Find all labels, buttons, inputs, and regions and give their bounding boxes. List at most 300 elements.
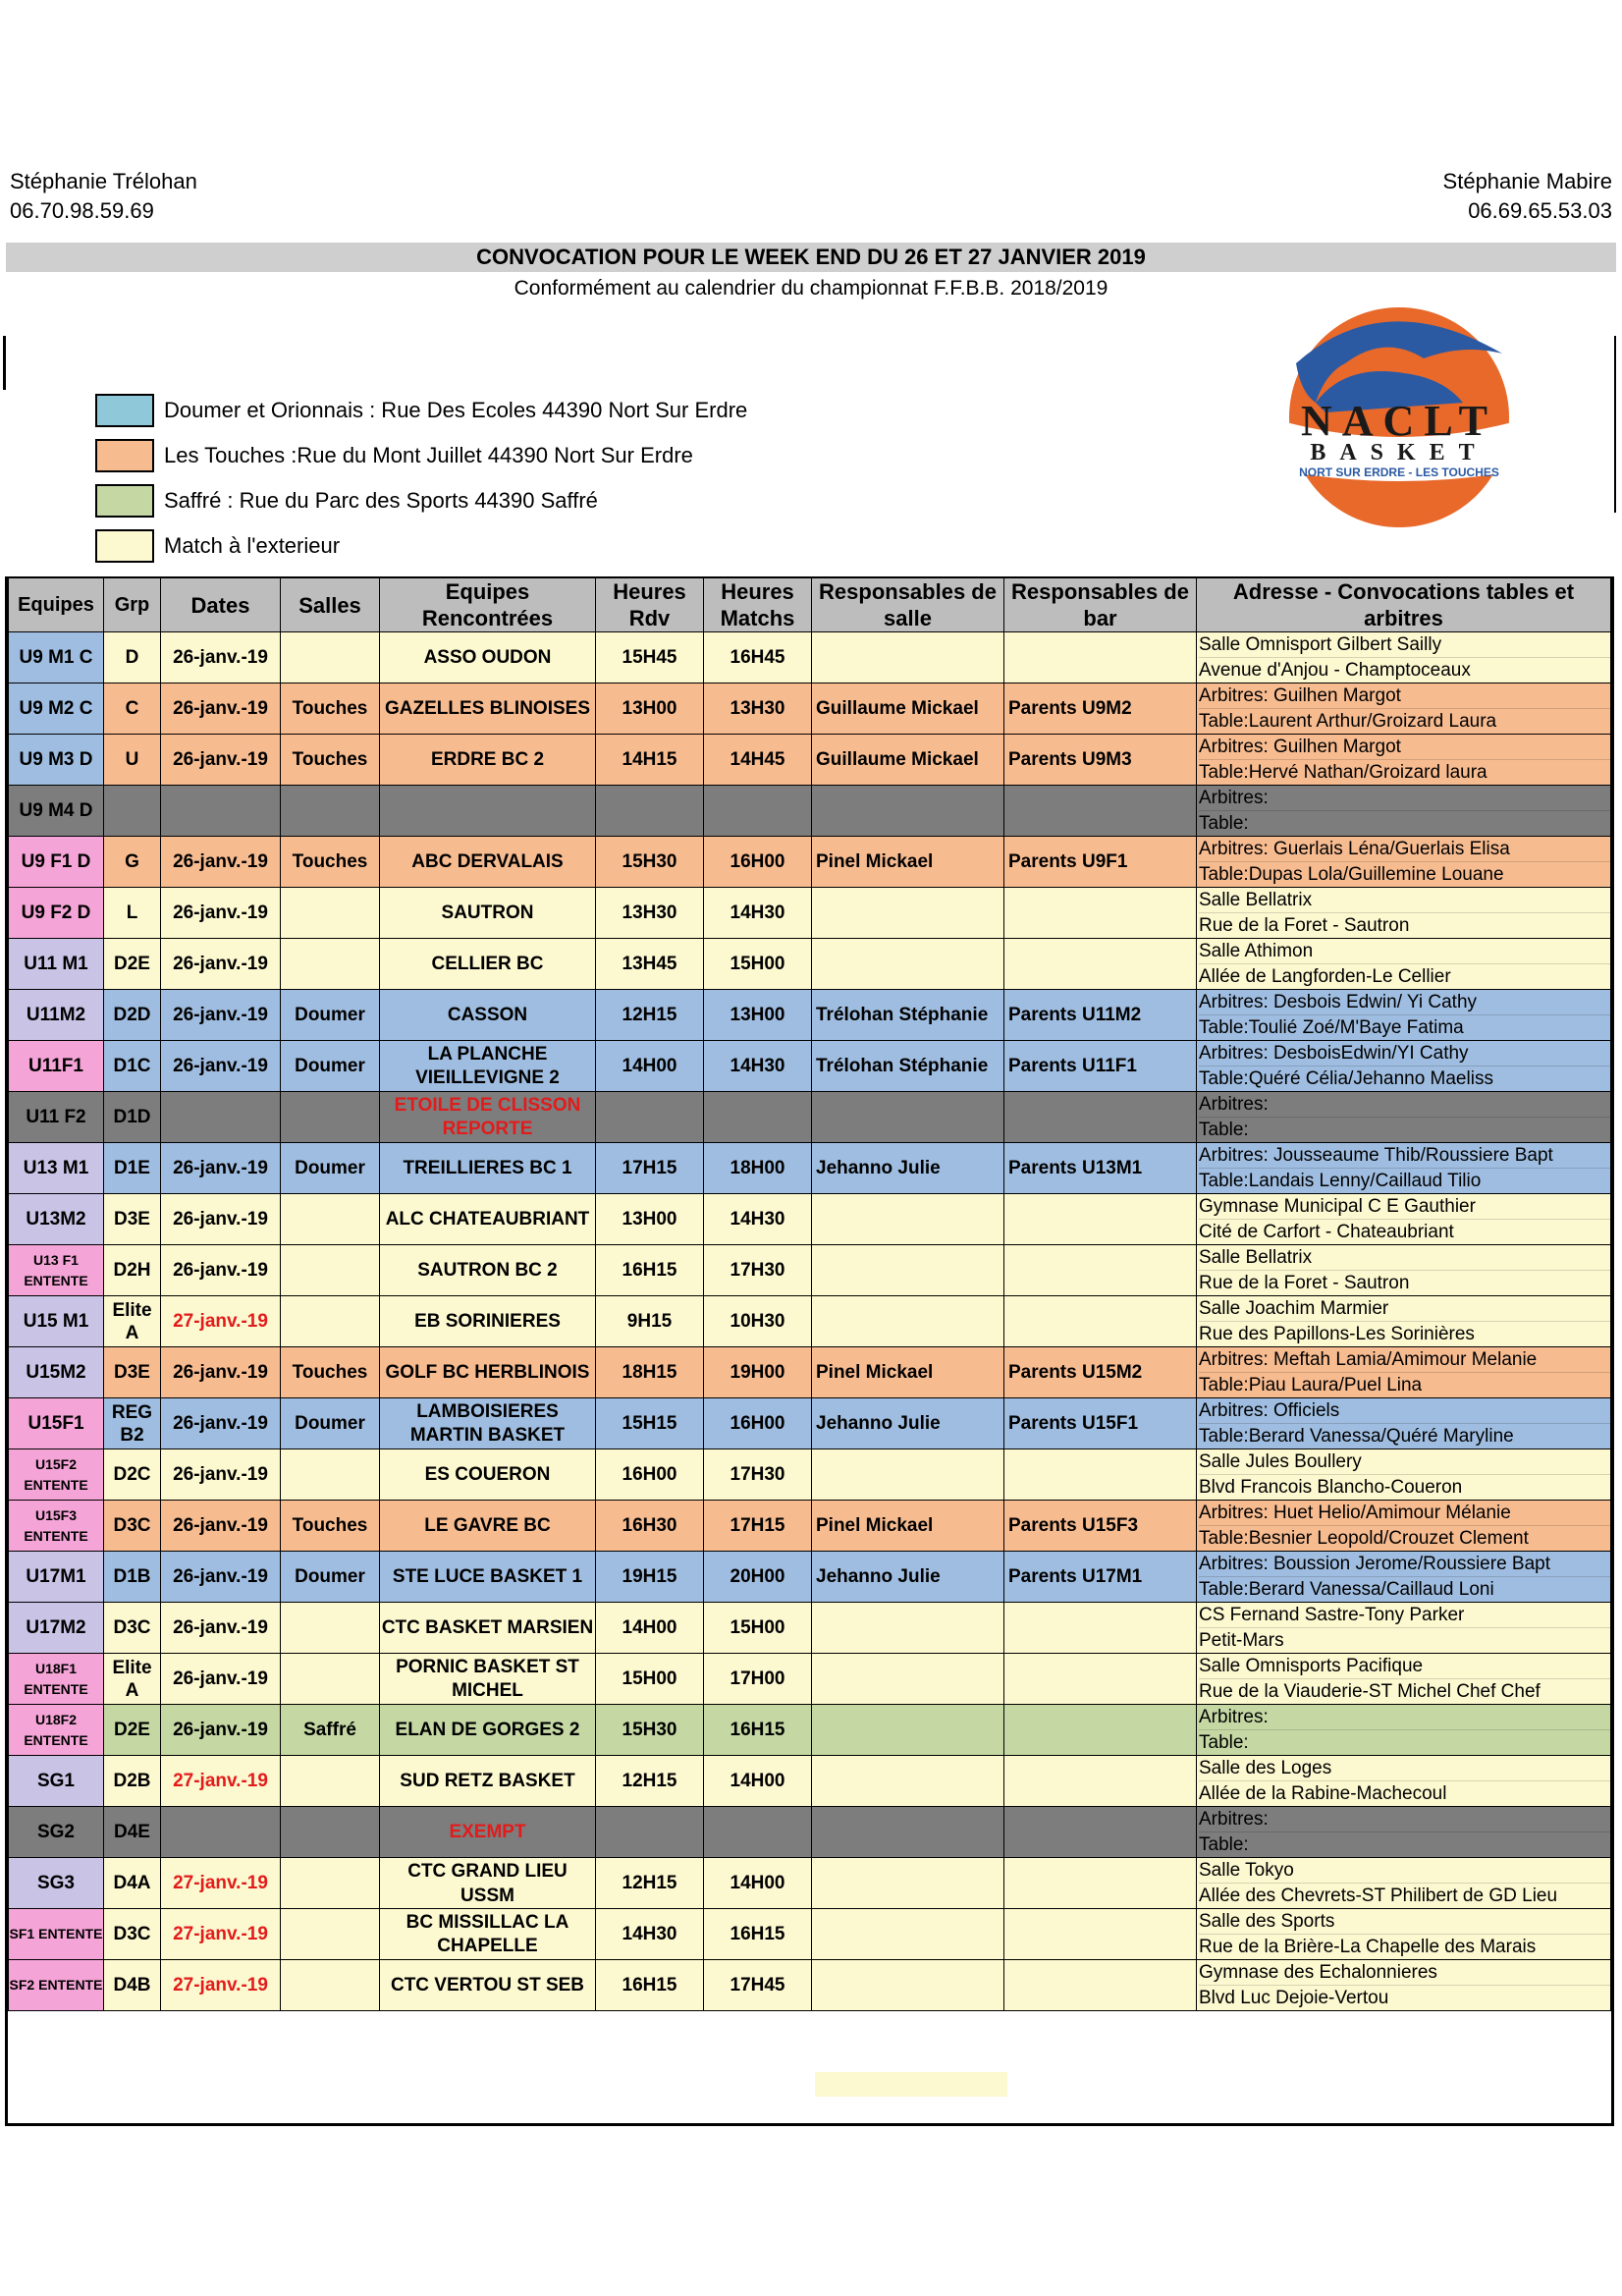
cell-team: U15 M1 bbox=[9, 1296, 104, 1347]
cell-team: SG3 bbox=[9, 1858, 104, 1909]
cell-rdv bbox=[596, 786, 704, 837]
cell-resp-salle bbox=[812, 1654, 1004, 1705]
cell-opp: TREILLIERES BC 1 bbox=[380, 1143, 596, 1194]
cell-opp: CTC GRAND LIEU USSM bbox=[380, 1858, 596, 1909]
cell-resp-bar: Parents U9F1 bbox=[1004, 837, 1197, 888]
cell-opp: SAUTRON BC 2 bbox=[380, 1245, 596, 1296]
legend-swatch bbox=[95, 394, 154, 427]
cell-salle: Touches bbox=[281, 1501, 380, 1552]
cell-match: 19H00 bbox=[704, 1347, 812, 1398]
address-line-2: Table:Piau Laura/Puel Lina bbox=[1199, 1372, 1610, 1397]
cell-rdv: 12H15 bbox=[596, 1756, 704, 1807]
table-row bbox=[9, 1449, 1611, 1501]
address-line-2: Table:Toulié Zoé/M'Baye Fatima bbox=[1199, 1014, 1610, 1040]
cell-match: 14H30 bbox=[704, 1041, 812, 1092]
address-line-2: Blvd Francois Blancho-Coueron bbox=[1199, 1474, 1610, 1500]
cell-grp: Elite A bbox=[104, 1296, 161, 1347]
cell-salle bbox=[281, 1449, 380, 1501]
cell-date: 26-janv.-19 bbox=[161, 990, 281, 1041]
address-line-2: Avenue d'Anjou - Champtoceaux bbox=[1199, 657, 1610, 683]
address-line-2: Table:Dupas Lola/Guillemine Louane bbox=[1199, 861, 1610, 887]
cell-team: SF2 ENTENTE bbox=[9, 1960, 104, 2011]
table-row bbox=[9, 1245, 1611, 1296]
address-line-2: Table:Laurent Arthur/Groizard Laura bbox=[1199, 708, 1610, 734]
cell-opp: ETOILE DE CLISSON REPORTE bbox=[380, 1092, 596, 1143]
cell-address bbox=[1197, 1858, 1611, 1909]
table-row bbox=[9, 1960, 1611, 2011]
address-line-2: Table:Berard Vanessa/Caillaud Loni bbox=[1199, 1576, 1610, 1602]
cell-resp-bar bbox=[1004, 632, 1197, 683]
address-line-1: Salle Bellatrix bbox=[1199, 890, 1313, 910]
cell-match: 17H30 bbox=[704, 1245, 812, 1296]
cell-team: U13 M1 bbox=[9, 1143, 104, 1194]
cell-team: U13 F1 ENTENTE bbox=[9, 1245, 104, 1296]
address-line-1: Salle Omnisports Pacifique bbox=[1199, 1656, 1424, 1676]
cell-resp-bar bbox=[1004, 888, 1197, 939]
cell-salle: Touches bbox=[281, 837, 380, 888]
cell-address bbox=[1197, 990, 1611, 1041]
cell-resp-bar: Parents U17M1 bbox=[1004, 1552, 1197, 1603]
address-line-1: Arbitres: Officiels bbox=[1199, 1400, 1340, 1421]
column-header: Equipes Rencontrées bbox=[380, 578, 596, 632]
cell-resp-bar: Parents U9M3 bbox=[1004, 735, 1197, 786]
cell-address bbox=[1197, 1654, 1611, 1705]
cell-date: 27-janv.-19 bbox=[161, 1960, 281, 2011]
cell-resp-salle: Jehanno Julie bbox=[812, 1552, 1004, 1603]
legend-item bbox=[95, 433, 747, 478]
table-row bbox=[9, 1654, 1611, 1705]
cell-date: 26-janv.-19 bbox=[161, 1501, 281, 1552]
cell-resp-bar bbox=[1004, 1245, 1197, 1296]
address-line-1: Salle Athimon bbox=[1199, 941, 1314, 961]
cell-match: 16H00 bbox=[704, 1398, 812, 1449]
cell-date: 26-janv.-19 bbox=[161, 632, 281, 683]
cell-resp-salle bbox=[812, 786, 1004, 837]
table-row bbox=[9, 939, 1611, 990]
table-header-row bbox=[9, 578, 1611, 632]
cell-grp: D1C bbox=[104, 1041, 161, 1092]
column-header: Salles bbox=[281, 578, 380, 632]
cell-match bbox=[704, 786, 812, 837]
page-subtitle: Conformément au calendrier du championnat F.F.B.B. 2018/2019 bbox=[514, 277, 1108, 300]
cell-team: SF1 ENTENTE bbox=[9, 1909, 104, 1960]
cell-opp: ERDRE BC 2 bbox=[380, 735, 596, 786]
cell-address bbox=[1197, 1552, 1611, 1603]
cell-address bbox=[1197, 632, 1611, 683]
cell-resp-salle: Pinel Mickael bbox=[812, 837, 1004, 888]
cell-salle bbox=[281, 1603, 380, 1654]
cell-rdv: 14H00 bbox=[596, 1603, 704, 1654]
cell-team: SG1 bbox=[9, 1756, 104, 1807]
cell-grp: D2E bbox=[104, 939, 161, 990]
cell-team: U11F1 bbox=[9, 1041, 104, 1092]
cell-date: 26-janv.-19 bbox=[161, 1603, 281, 1654]
cell-rdv: 19H15 bbox=[596, 1552, 704, 1603]
cell-resp-salle bbox=[812, 1245, 1004, 1296]
cell-match: 13H30 bbox=[704, 683, 812, 735]
cell-address bbox=[1197, 1194, 1611, 1245]
cell-address bbox=[1197, 1449, 1611, 1501]
cell-resp-salle bbox=[812, 888, 1004, 939]
cell-date: 26-janv.-19 bbox=[161, 1705, 281, 1756]
cell-rdv: 14H15 bbox=[596, 735, 704, 786]
cell-opp: ELAN DE GORGES 2 bbox=[380, 1705, 596, 1756]
cell-grp: D1D bbox=[104, 1092, 161, 1143]
cell-match: 14H30 bbox=[704, 888, 812, 939]
cell-team: U18F2 ENTENTE bbox=[9, 1705, 104, 1756]
cell-address bbox=[1197, 837, 1611, 888]
cell-resp-salle: Trélohan Stéphanie bbox=[812, 1041, 1004, 1092]
cell-match: 16H00 bbox=[704, 837, 812, 888]
cell-resp-bar bbox=[1004, 1603, 1197, 1654]
cell-address bbox=[1197, 1347, 1611, 1398]
address-line-2: Cité de Carfort - Chateaubriant bbox=[1199, 1219, 1610, 1244]
address-line-1: Arbitres: bbox=[1199, 1094, 1269, 1115]
cell-rdv: 15H15 bbox=[596, 1398, 704, 1449]
table-row bbox=[9, 632, 1611, 683]
address-line-1: Arbitres: Guilhen Margot bbox=[1199, 737, 1401, 757]
cell-resp-bar: Parents U15M2 bbox=[1004, 1347, 1197, 1398]
cell-rdv: 16H30 bbox=[596, 1501, 704, 1552]
cell-resp-salle bbox=[812, 1449, 1004, 1501]
cell-team: U9 F2 D bbox=[9, 888, 104, 939]
cell-resp-salle bbox=[812, 632, 1004, 683]
convocation-table bbox=[8, 577, 1611, 2011]
cell-opp: LAMBOISIERES MARTIN BASKET bbox=[380, 1398, 596, 1449]
cell-date: 26-janv.-19 bbox=[161, 1194, 281, 1245]
cell-date: 27-janv.-19 bbox=[161, 1756, 281, 1807]
cell-address bbox=[1197, 1756, 1611, 1807]
cell-rdv: 14H30 bbox=[596, 1909, 704, 1960]
cell-match bbox=[704, 1092, 812, 1143]
cell-grp: L bbox=[104, 888, 161, 939]
cell-match: 16H15 bbox=[704, 1705, 812, 1756]
cell-grp: D2C bbox=[104, 1449, 161, 1501]
table-row bbox=[9, 888, 1611, 939]
logo-text-1: NACLT bbox=[1301, 397, 1497, 445]
cell-team: U11M2 bbox=[9, 990, 104, 1041]
cell-match: 20H00 bbox=[704, 1552, 812, 1603]
cell-salle bbox=[281, 1960, 380, 2011]
cell-opp: SAUTRON bbox=[380, 888, 596, 939]
address-line-2: Table:Landais Lenny/Caillaud Tilio bbox=[1199, 1168, 1610, 1193]
cell-salle bbox=[281, 1858, 380, 1909]
column-header: Responsables de bar bbox=[1004, 578, 1197, 632]
address-line-2: Table:Quéré Célia/Jehanno Maeliss bbox=[1199, 1066, 1610, 1091]
cell-salle bbox=[281, 632, 380, 683]
cell-match: 14H00 bbox=[704, 1756, 812, 1807]
cell-date: 26-janv.-19 bbox=[161, 1398, 281, 1449]
cell-salle: Touches bbox=[281, 735, 380, 786]
legend-item bbox=[95, 388, 747, 433]
cell-salle bbox=[281, 1756, 380, 1807]
cell-resp-bar bbox=[1004, 939, 1197, 990]
table-row bbox=[9, 1705, 1611, 1756]
cell-grp: D3E bbox=[104, 1194, 161, 1245]
contact-right-phone: 06.69.65.53.03 bbox=[1468, 198, 1612, 223]
cell-match: 14H45 bbox=[704, 735, 812, 786]
cell-salle: Saffré bbox=[281, 1705, 380, 1756]
cell-match: 17H15 bbox=[704, 1501, 812, 1552]
cell-salle bbox=[281, 1807, 380, 1858]
cell-salle bbox=[281, 1194, 380, 1245]
legend-label: Match à l'exterieur bbox=[164, 533, 341, 558]
cell-resp-salle bbox=[812, 1909, 1004, 1960]
cell-address bbox=[1197, 1705, 1611, 1756]
column-header: Equipes bbox=[9, 578, 104, 632]
cell-salle: Touches bbox=[281, 1347, 380, 1398]
cell-date: 26-janv.-19 bbox=[161, 939, 281, 990]
address-line-1: Salle Omnisport Gilbert Sailly bbox=[1199, 634, 1442, 655]
cell-date bbox=[161, 1092, 281, 1143]
cell-address bbox=[1197, 735, 1611, 786]
cell-team: U11 M1 bbox=[9, 939, 104, 990]
cell-resp-salle: Guillaume Mickael bbox=[812, 683, 1004, 735]
cell-salle: Doumer bbox=[281, 990, 380, 1041]
cell-match: 16H45 bbox=[704, 632, 812, 683]
table-row bbox=[9, 990, 1611, 1041]
cell-grp: D2D bbox=[104, 990, 161, 1041]
table-row bbox=[9, 1603, 1611, 1654]
table-row bbox=[9, 1501, 1611, 1552]
cell-resp-bar bbox=[1004, 1858, 1197, 1909]
table-row bbox=[9, 735, 1611, 786]
cell-opp: CASSON bbox=[380, 990, 596, 1041]
cell-resp-bar bbox=[1004, 1092, 1197, 1143]
cell-date bbox=[161, 786, 281, 837]
cell-date: 26-janv.-19 bbox=[161, 1552, 281, 1603]
table-row bbox=[9, 1552, 1611, 1603]
cell-team: U18F1 ENTENTE bbox=[9, 1654, 104, 1705]
cell-resp-salle: Pinel Mickael bbox=[812, 1347, 1004, 1398]
address-line-1: Arbitres: bbox=[1199, 788, 1269, 808]
cell-resp-bar: Parents U11M2 bbox=[1004, 990, 1197, 1041]
cell-grp: G bbox=[104, 837, 161, 888]
cell-address bbox=[1197, 1603, 1611, 1654]
address-line-2: Allée de la Rabine-Machecoul bbox=[1199, 1780, 1610, 1806]
cell-team: U15M2 bbox=[9, 1347, 104, 1398]
address-line-1: Salle des Loges bbox=[1199, 1758, 1332, 1778]
cell-rdv: 15H30 bbox=[596, 1705, 704, 1756]
cell-team: U15F1 bbox=[9, 1398, 104, 1449]
cell-rdv: 16H15 bbox=[596, 1245, 704, 1296]
cell-address bbox=[1197, 1807, 1611, 1858]
cell-grp: D4B bbox=[104, 1960, 161, 2011]
address-line-1: Salle des Sports bbox=[1199, 1911, 1335, 1932]
cell-resp-salle bbox=[812, 1296, 1004, 1347]
cell-date: 27-janv.-19 bbox=[161, 1296, 281, 1347]
cell-rdv: 13H45 bbox=[596, 939, 704, 990]
cell-grp: D2E bbox=[104, 1705, 161, 1756]
cell-opp bbox=[380, 786, 596, 837]
cell-opp: EXEMPT bbox=[380, 1807, 596, 1858]
cell-address bbox=[1197, 1909, 1611, 1960]
cell-resp-bar bbox=[1004, 1756, 1197, 1807]
cell-resp-bar bbox=[1004, 1296, 1197, 1347]
table-row bbox=[9, 683, 1611, 735]
cell-team: U9 F1 D bbox=[9, 837, 104, 888]
cell-resp-bar bbox=[1004, 1807, 1197, 1858]
address-line-2: Table: bbox=[1199, 1729, 1610, 1755]
cell-opp: ALC CHATEAUBRIANT bbox=[380, 1194, 596, 1245]
table-row bbox=[9, 1143, 1611, 1194]
cell-match bbox=[704, 1807, 812, 1858]
table-row bbox=[9, 1909, 1611, 1960]
cell-date: 26-janv.-19 bbox=[161, 1041, 281, 1092]
right-border-line bbox=[1614, 336, 1616, 513]
cell-opp: PORNIC BASKET ST MICHEL bbox=[380, 1654, 596, 1705]
cell-resp-salle: Jehanno Julie bbox=[812, 1398, 1004, 1449]
cell-resp-bar bbox=[1004, 1909, 1197, 1960]
cell-team: U11 F2 bbox=[9, 1092, 104, 1143]
cell-rdv: 13H00 bbox=[596, 683, 704, 735]
cell-grp: D3E bbox=[104, 1347, 161, 1398]
cell-date: 26-janv.-19 bbox=[161, 735, 281, 786]
cell-grp: D bbox=[104, 632, 161, 683]
left-border-line bbox=[3, 336, 6, 390]
cell-rdv: 17H15 bbox=[596, 1143, 704, 1194]
cell-resp-bar: Parents U13M1 bbox=[1004, 1143, 1197, 1194]
table-row bbox=[9, 1041, 1611, 1092]
cell-resp-bar bbox=[1004, 1449, 1197, 1501]
cell-opp: BC MISSILLAC LA CHAPELLE bbox=[380, 1909, 596, 1960]
cell-address bbox=[1197, 888, 1611, 939]
cell-team: SG2 bbox=[9, 1807, 104, 1858]
cell-opp: ES COUERON bbox=[380, 1449, 596, 1501]
address-line-2: Rue de la Foret - Sautron bbox=[1199, 1270, 1610, 1295]
cell-date: 26-janv.-19 bbox=[161, 1347, 281, 1398]
cell-resp-bar: Parents U9M2 bbox=[1004, 683, 1197, 735]
cell-salle: Touches bbox=[281, 683, 380, 735]
cell-address bbox=[1197, 1501, 1611, 1552]
cell-match: 17H30 bbox=[704, 1449, 812, 1501]
cell-rdv: 16H15 bbox=[596, 1960, 704, 2011]
address-line-2: Table: bbox=[1199, 1117, 1610, 1142]
cell-address bbox=[1197, 1245, 1611, 1296]
address-line-2: Allée des Chevrets-ST Philibert de GD Lieu bbox=[1199, 1883, 1610, 1908]
column-header: Heures Rdv bbox=[596, 578, 704, 632]
cell-match: 14H00 bbox=[704, 1858, 812, 1909]
cell-match: 15H00 bbox=[704, 1603, 812, 1654]
cell-address bbox=[1197, 786, 1611, 837]
contact-left bbox=[10, 167, 197, 226]
cell-resp-bar bbox=[1004, 1960, 1197, 2011]
cell-salle: Doumer bbox=[281, 1041, 380, 1092]
cell-match: 13H00 bbox=[704, 990, 812, 1041]
address-line-2: Table: bbox=[1199, 810, 1610, 836]
legend-label: Les Touches :Rue du Mont Juillet 44390 Nort Sur Erdre bbox=[164, 443, 693, 467]
cell-grp: U bbox=[104, 735, 161, 786]
cell-resp-salle bbox=[812, 1960, 1004, 2011]
cell-address bbox=[1197, 1296, 1611, 1347]
table-row bbox=[9, 1296, 1611, 1347]
column-header: Adresse - Convocations tables et arbitres bbox=[1197, 578, 1611, 632]
table-row bbox=[9, 1347, 1611, 1398]
table-row bbox=[9, 1398, 1611, 1449]
cell-resp-bar bbox=[1004, 1705, 1197, 1756]
cell-opp: ASSO OUDON bbox=[380, 632, 596, 683]
cell-grp: D1E bbox=[104, 1143, 161, 1194]
column-header: Heures Matchs bbox=[704, 578, 812, 632]
legend-label: Saffré : Rue du Parc des Sports 44390 Saffré bbox=[164, 488, 598, 513]
cell-team: U15F2 ENTENTE bbox=[9, 1449, 104, 1501]
cell-grp: D2B bbox=[104, 1756, 161, 1807]
cell-rdv: 15H30 bbox=[596, 837, 704, 888]
cell-rdv bbox=[596, 1807, 704, 1858]
column-header: Grp bbox=[104, 578, 161, 632]
table-row bbox=[9, 1756, 1611, 1807]
cell-opp: CTC BASKET MARSIEN bbox=[380, 1603, 596, 1654]
legend-label: Doumer et Orionnais : Rue Des Ecoles 44390 Nort Sur Erdre bbox=[164, 398, 748, 422]
cell-rdv: 12H15 bbox=[596, 1858, 704, 1909]
legend-swatch bbox=[95, 439, 154, 472]
address-line-1: Arbitres: bbox=[1199, 1809, 1269, 1830]
cell-date: 27-janv.-19 bbox=[161, 1909, 281, 1960]
cell-address bbox=[1197, 1398, 1611, 1449]
cell-address bbox=[1197, 683, 1611, 735]
cell-opp: CTC VERTOU ST SEB bbox=[380, 1960, 596, 2011]
cell-match: 10H30 bbox=[704, 1296, 812, 1347]
address-line-1: Arbitres: bbox=[1199, 1707, 1269, 1727]
cell-rdv bbox=[596, 1092, 704, 1143]
address-line-2: Table:Berard Vanessa/Quéré Maryline bbox=[1199, 1423, 1610, 1449]
cell-opp: LE GAVRE BC bbox=[380, 1501, 596, 1552]
cell-rdv: 9H15 bbox=[596, 1296, 704, 1347]
rdv-footer-shade bbox=[815, 2072, 1007, 2097]
address-line-2: Table: bbox=[1199, 1831, 1610, 1857]
cell-salle bbox=[281, 1245, 380, 1296]
cell-rdv: 13H30 bbox=[596, 888, 704, 939]
cell-opp: STE LUCE BASKET 1 bbox=[380, 1552, 596, 1603]
contact-left-name: Stéphanie Trélohan bbox=[10, 169, 197, 193]
cell-resp-salle bbox=[812, 1092, 1004, 1143]
cell-resp-bar bbox=[1004, 1194, 1197, 1245]
cell-opp: EB SORINIERES bbox=[380, 1296, 596, 1347]
address-line-1: Arbitres: Jousseaume Thib/Roussiere Bapt bbox=[1199, 1145, 1553, 1166]
column-header: Responsables de salle bbox=[812, 578, 1004, 632]
cell-grp: C bbox=[104, 683, 161, 735]
address-line-1: Salle Bellatrix bbox=[1199, 1247, 1313, 1268]
cell-resp-salle bbox=[812, 1705, 1004, 1756]
address-line-2: Rue des Papillons-Les Sorinières bbox=[1199, 1321, 1610, 1346]
cell-resp-salle: Jehanno Julie bbox=[812, 1143, 1004, 1194]
address-line-2: Table:Hervé Nathan/Groizard laura bbox=[1199, 759, 1610, 785]
cell-grp: D4E bbox=[104, 1807, 161, 1858]
cell-resp-salle bbox=[812, 1603, 1004, 1654]
cell-salle: Doumer bbox=[281, 1143, 380, 1194]
cell-address bbox=[1197, 939, 1611, 990]
cell-match: 18H00 bbox=[704, 1143, 812, 1194]
cell-rdv: 12H15 bbox=[596, 990, 704, 1041]
cell-resp-salle: Trélohan Stéphanie bbox=[812, 990, 1004, 1041]
address-line-1: Gymnase des Echalonnieres bbox=[1199, 1962, 1437, 1983]
cell-grp bbox=[104, 786, 161, 837]
cell-date: 27-janv.-19 bbox=[161, 1858, 281, 1909]
legend-swatch bbox=[95, 484, 154, 518]
cell-rdv: 13H00 bbox=[596, 1194, 704, 1245]
cell-team: U15F3 ENTENTE bbox=[9, 1501, 104, 1552]
cell-resp-bar: Parents U15F3 bbox=[1004, 1501, 1197, 1552]
address-line-2: Allée de Langforden-Le Cellier bbox=[1199, 963, 1610, 989]
address-line-1: Arbitres: DesboisEdwin/YI Cathy bbox=[1199, 1043, 1469, 1064]
cell-resp-salle bbox=[812, 1194, 1004, 1245]
cell-resp-bar bbox=[1004, 1654, 1197, 1705]
cell-rdv: 15H45 bbox=[596, 632, 704, 683]
table-row bbox=[9, 1807, 1611, 1858]
cell-address bbox=[1197, 1092, 1611, 1143]
cell-salle bbox=[281, 888, 380, 939]
cell-address bbox=[1197, 1041, 1611, 1092]
